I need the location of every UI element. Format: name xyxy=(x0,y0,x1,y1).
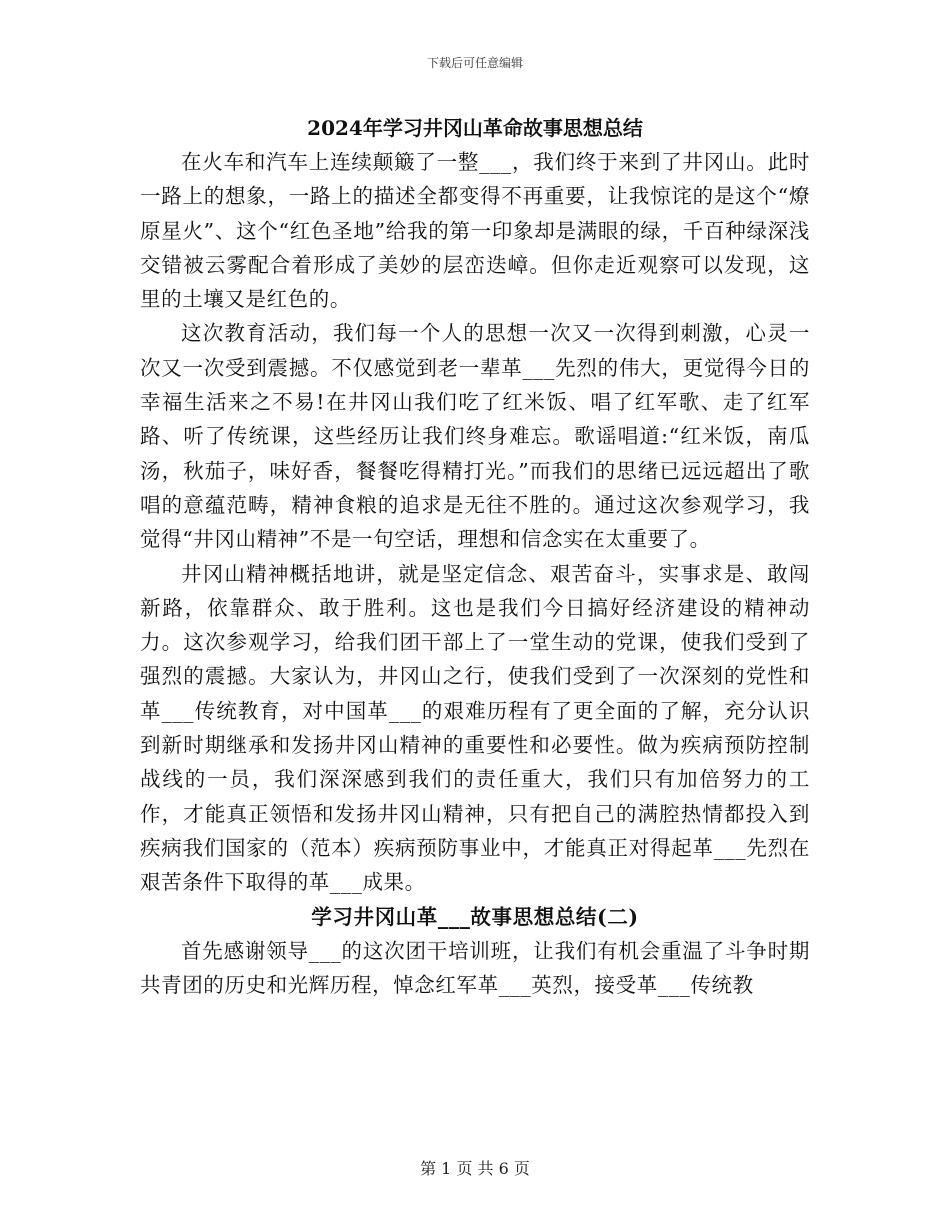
paragraph-2: 这次教育活动，我们每一个人的思想一次又一次得到刺激，心灵一次又一次受到震撼。不仅感觉到老一辈革___先烈的伟大，更觉得今日的幸福生活来之不易!在井冈山我们吃了红米饭、唱了红军歌、走了红军路、听了传统课，这些经历让我们终身难忘。歌谣唱道:“红米饭，南瓜汤，秋茄子，味好香，餐餐吃得精打光。”而我们的思绪已远远超出了歌唱的意蕴范畴，精神食粮的追求是无往不胜的。通过这次参观学习，我觉得“井冈山精神”不是一句空话，理想和信念实在太重要了。 xyxy=(140,321,810,552)
section-2-title: 学习井冈山革___故事思想总结(二) xyxy=(311,904,639,929)
paragraph-3: 井冈山精神概括地讲，就是坚定信念、艰苦奋斗，实事求是、敢闯新路，依靠群众、敢于胜利。这也是我们今日搞好经济建设的精神动力。这次参观学习，给我们团干部上了一堂生动的党课，使我们受到了强烈的震撼。大家认为，井冈山之行，使我们受到了一次深刻的党性和革___传统教育，对中国革___的艰难历程有了更全面的了解，充分认识到新时期继承和发扬井冈山精神的重要性和必要性。做为疾病预防控制战线的一员，我们深深感到我们的责任重大，我们只有加倍努力的工作，才能真正领悟和发扬井冈山精神，只有把自己的满腔热情都投入到疾病我们国家的（范本）疾病预防事业中，才能真正对得起革___先烈在艰苦条件下取得的革___成果。 xyxy=(140,561,810,895)
page-number: 第 1 页 共 6 页 xyxy=(420,1159,530,1178)
document-title: 2024年学习井冈山革命故事思想总结 xyxy=(307,116,643,140)
paragraph-1: 在火车和汽车上连续颠簸了一整___，我们终于来到了井冈山。此时一路上的想象，一路上的描述全都变得不再重要，让我惊诧的是这个“燎原星火”、这个“红色圣地”给我的第一印象却是满眼的绿，千百种绿深浅交错被云雾配合着形成了美妙的层峦迭嶂。但你走近观察可以发现，这里的土壤又是红色的。 xyxy=(140,150,810,312)
document-body xyxy=(140,145,810,1002)
section-2-paragraph-1: 首先感谢领导___的这次团干培训班，让我们有机会重温了斗争时期共青团的历史和光辉历程，悼念红军革___英烈，接受革___传统教 xyxy=(140,938,810,998)
header-note: 下载后可任意编辑 xyxy=(426,56,523,70)
